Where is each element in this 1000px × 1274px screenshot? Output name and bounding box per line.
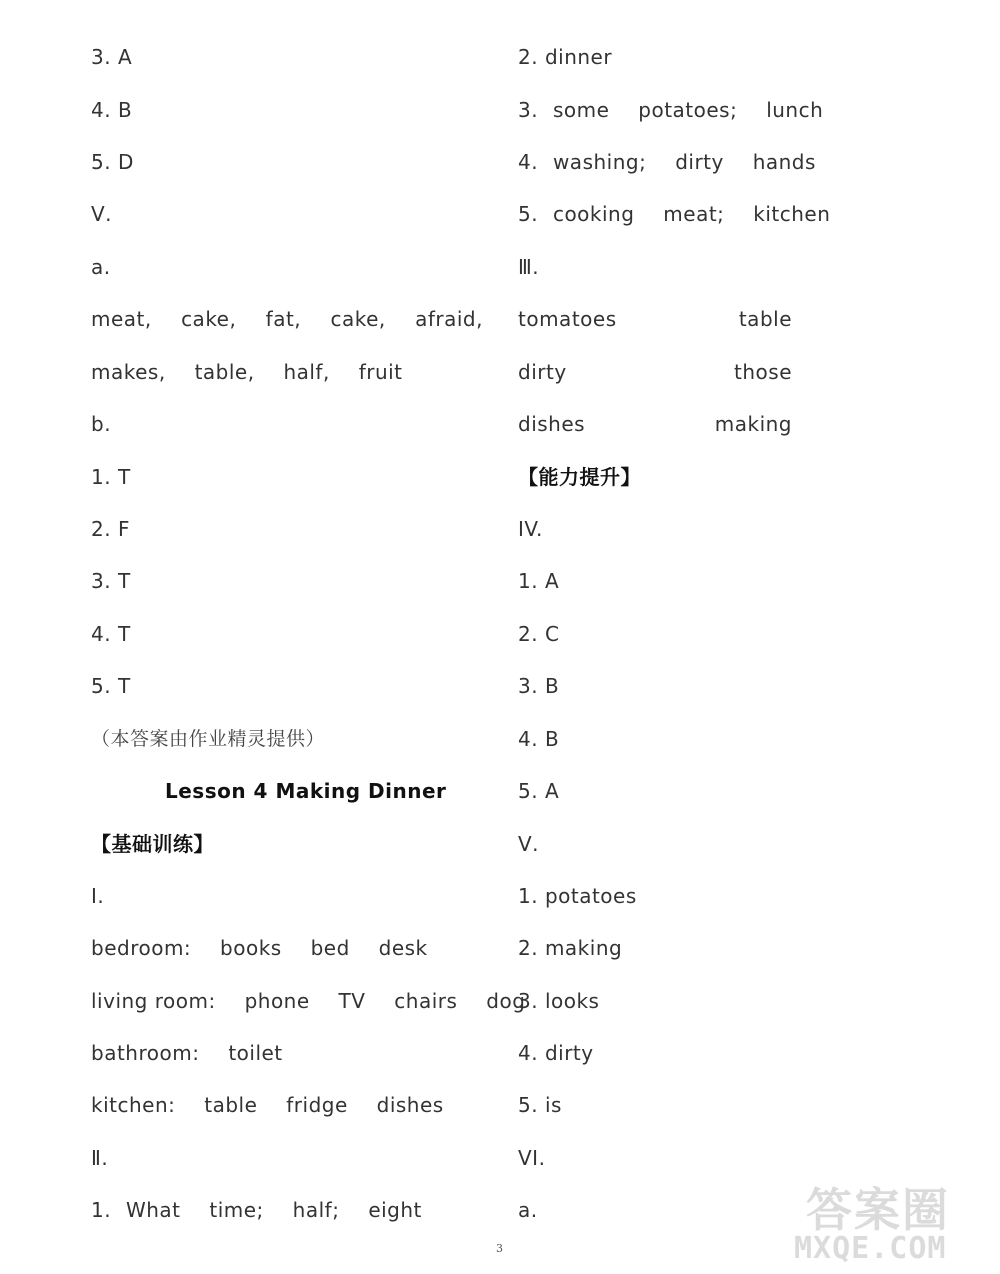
section-numeral: Ⅲ. [518, 255, 540, 279]
word-pair-row [518, 357, 792, 387]
word: half, [283, 360, 330, 384]
sub-label: a. [91, 255, 111, 279]
answer-line: 1. T [91, 465, 131, 489]
word: washing; [552, 150, 647, 174]
word: table [738, 307, 792, 331]
word-pair-row [518, 304, 792, 334]
word: fat, [265, 307, 302, 331]
answer-line [518, 147, 816, 177]
answer-line: 1. A [518, 569, 560, 593]
word: bed [310, 936, 350, 960]
word: toilet [228, 1041, 283, 1065]
answer-line: 3. B [518, 674, 560, 698]
room-items-row [91, 986, 525, 1016]
answer-line: 2. dinner [518, 45, 613, 69]
section-numeral: Ⅱ. [91, 1146, 109, 1170]
word: half; [292, 1198, 340, 1222]
answer-line: 3. A [91, 45, 133, 69]
word: dog [486, 989, 526, 1013]
room-label: living room: [91, 989, 216, 1013]
answer-line: 2. C [518, 622, 560, 646]
room-label: bedroom: [91, 936, 192, 960]
answer-line: 4. B [91, 98, 133, 122]
word: makes, [91, 360, 166, 384]
word: cooking [552, 202, 635, 226]
answer-line [91, 1195, 422, 1225]
word: table [204, 1093, 258, 1117]
word: desk [378, 936, 428, 960]
answer-line: 5. A [518, 779, 560, 803]
word: books [220, 936, 282, 960]
room-label: bathroom: [91, 1041, 200, 1065]
word: dirty [675, 150, 724, 174]
word: those [734, 360, 792, 384]
word: lunch [766, 98, 824, 122]
answer-line: 3. T [91, 569, 131, 593]
room-items-row [91, 933, 428, 963]
word: TV [338, 989, 366, 1013]
word: tomatoes [518, 307, 617, 331]
word: dishes [376, 1093, 444, 1117]
word: meat; [663, 202, 725, 226]
section-heading-ability: 【能力提升】 [518, 465, 641, 489]
word: making [714, 412, 792, 436]
word: some [552, 98, 610, 122]
sub-label: a. [518, 1198, 538, 1222]
room-label: kitchen: [91, 1093, 176, 1117]
word: fridge [286, 1093, 348, 1117]
word: eight [368, 1198, 422, 1222]
word-pair-row [518, 409, 792, 439]
room-items-row [91, 1090, 444, 1120]
section-numeral: VI. [518, 1146, 546, 1170]
item-number: 3. [518, 98, 539, 122]
word: meat, [91, 307, 152, 331]
section-numeral: Ⅰ. [91, 884, 105, 908]
word: potatoes; [638, 98, 738, 122]
section-numeral: IV. [518, 517, 543, 541]
answer-line: 2. F [91, 517, 130, 541]
answer-line: 1. potatoes [518, 884, 637, 908]
answer-line: 4. T [91, 622, 131, 646]
word: cake, [330, 307, 386, 331]
word: time; [209, 1198, 264, 1222]
answer-line: 5. is [518, 1093, 562, 1117]
answer-line: 5. T [91, 674, 131, 698]
answer-line [518, 199, 830, 229]
word: cake, [181, 307, 237, 331]
answer-line: 3. looks [518, 989, 600, 1013]
lesson-title: Lesson 4 Making Dinner [165, 779, 447, 803]
word-list-row [91, 357, 403, 387]
answer-line [518, 95, 823, 125]
page-number: 3 [496, 1242, 503, 1255]
word: What [125, 1198, 181, 1222]
word: fruit [358, 360, 403, 384]
word: table, [194, 360, 255, 384]
answer-line: 5. D [91, 150, 134, 174]
source-note: （本答案由作业精灵提供） [91, 728, 326, 750]
watermark-cjk-text: 答案圈 [806, 1183, 950, 1237]
room-items-row [91, 1038, 283, 1068]
section-heading-basic: 【基础训练】 [91, 832, 214, 856]
item-number: 5. [518, 202, 539, 226]
word: kitchen [753, 202, 831, 226]
answer-line: 2. making [518, 936, 623, 960]
word-list-row [91, 304, 483, 334]
word: dirty [518, 360, 567, 384]
word: afraid, [415, 307, 483, 331]
item-number: 4. [518, 150, 539, 174]
watermark-logo [786, 1170, 986, 1266]
word: dishes [518, 412, 586, 436]
sub-label: b. [91, 412, 112, 436]
word: hands [752, 150, 816, 174]
watermark-latin-text: MXQE.COM [794, 1231, 947, 1266]
section-numeral: Ⅴ. [91, 202, 113, 226]
word: phone [244, 989, 310, 1013]
answer-line: 4. B [518, 727, 560, 751]
answer-line: 4. dirty [518, 1041, 594, 1065]
item-number: 1. [91, 1198, 112, 1222]
word: chairs [394, 989, 458, 1013]
section-numeral: Ⅴ. [518, 832, 540, 856]
